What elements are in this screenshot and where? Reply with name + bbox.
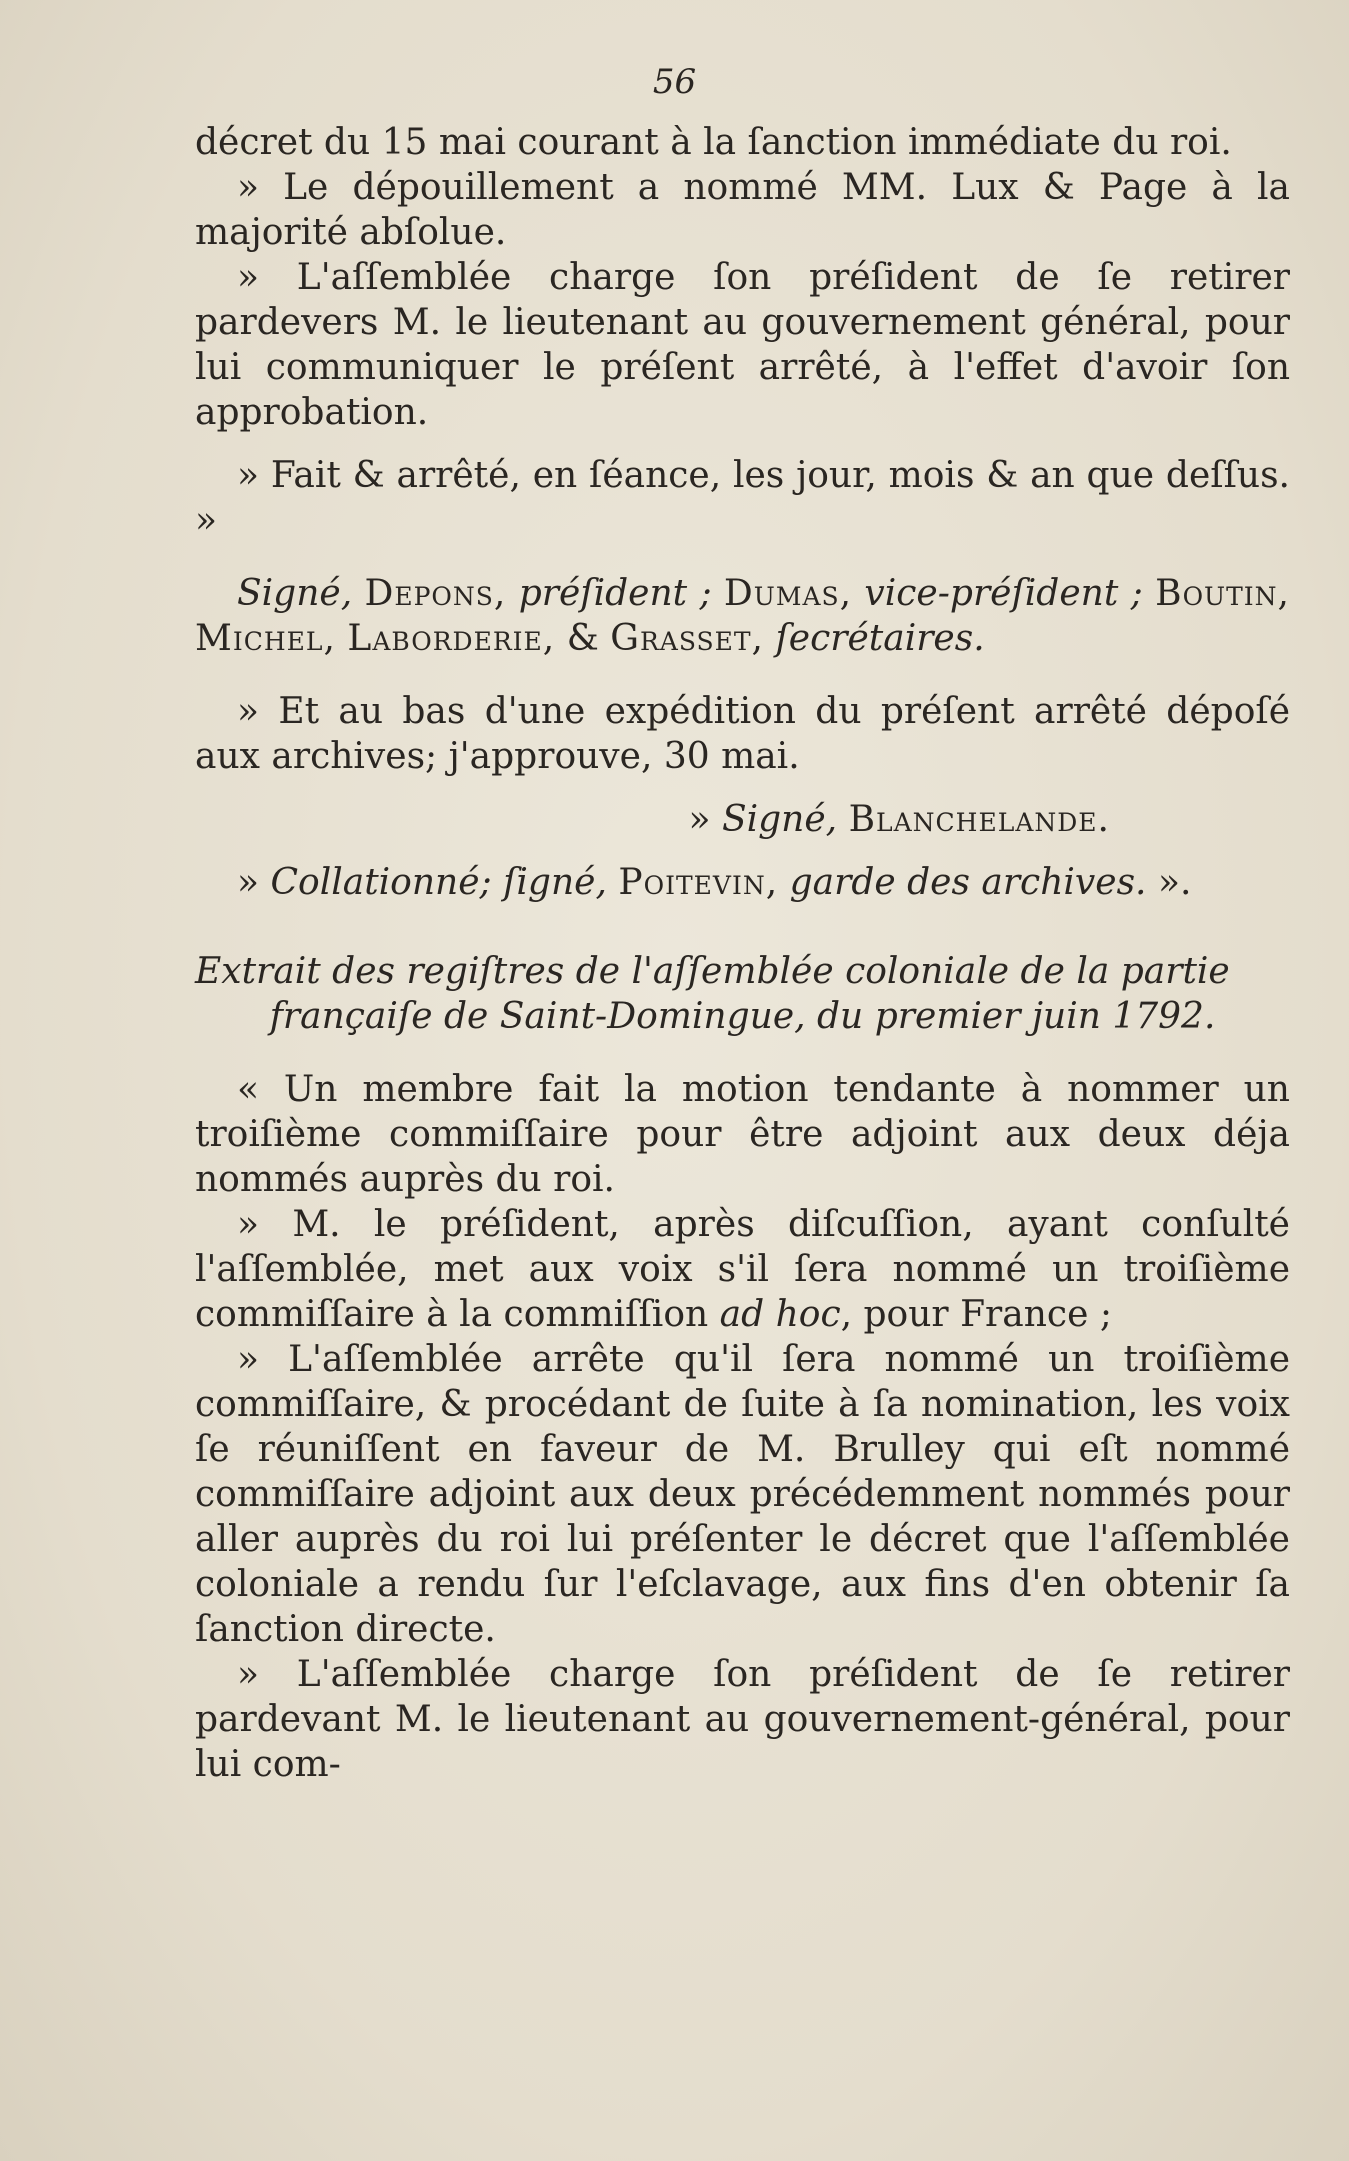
- collation-line: [195, 860, 1290, 905]
- signatory-blanchelande: Blanchelande.: [848, 799, 1110, 840]
- paragraph-vote: [195, 1202, 1290, 1337]
- signatory-boutin: Boutin,: [1155, 573, 1290, 614]
- page-text: [195, 120, 1290, 1787]
- ampersand: &: [566, 618, 599, 659]
- signatory-depons: Depons,: [364, 573, 507, 614]
- collation-label: Collationné; ſigné,: [270, 862, 607, 903]
- signatures: [195, 571, 1290, 661]
- signed-label: Signé,: [237, 573, 353, 614]
- page-number: 56: [652, 62, 697, 102]
- signatory-laborderie: Laborderie,: [347, 618, 556, 659]
- paragraph-approval: » Et au bas d'une expédition du préſent arrêté dépoſé aux archives; j'approuve, 30 mai.: [195, 691, 1290, 777]
- signed-label: Signé,: [721, 799, 838, 840]
- paragraph-done: » Fait & arrêté, en ſéance, les jour, mois & an que deſſus. »: [195, 455, 1290, 541]
- signatory-poitevin: Poitevin,: [618, 862, 779, 903]
- paragraph-election: » Le dépouillement a nommé MM. Lux & Page à la majorité abſolue.: [195, 167, 1290, 253]
- section-heading: [195, 949, 1290, 1039]
- signatory-dumas: Dumas,: [723, 573, 853, 614]
- paragraph-motion: « Un membre fait la motion tendante à nommer un troiſième commiſſaire pour être adjoint aux deux déja nommés auprès du roi.: [195, 1069, 1290, 1200]
- heading-line-1: Extrait des regiſtres de l'aſſemblée coloniale de la partie: [195, 951, 1230, 992]
- paragraph-charge: » L'aſſemblée charge ſon préſident de ſe retirer pardevers M. le lieutenant au gouvernement général, pour lui communiquer le préſent arrêté, à l'effet d'avoir ſon approbation.: [195, 257, 1290, 433]
- vote-text: » M. le préſident, après diſcuſſion, ayant conſulté l'aſſemblée, met aux voix s'il ſera nommé un troiſième commiſſaire à la commiſſion: [195, 1204, 1290, 1335]
- vote-text-end: , pour France ;: [840, 1294, 1112, 1335]
- quote-mark: ».: [1157, 862, 1192, 903]
- paragraph-decree-end: décret du 15 mai courant à la ſanction immédiate du roi.: [195, 122, 1232, 163]
- ad-hoc: ad hoc: [719, 1294, 841, 1335]
- quote-mark: »: [237, 862, 260, 903]
- paragraph-charge-2: » L'aſſemblée charge ſon préſident de ſe retirer pardevant M. le lieutenant au gouvernement-général, pour lui com-: [195, 1654, 1290, 1785]
- paragraph-nomination: » L'aſſemblée arrête qu'il ſera nommé un troiſième commiſſaire, & procédant de ſuite à ſa nomination, les voix ſe réuniſſent en faveur de M. Brulley qui eſt nommé commiſſaire adjoint aux deux précédemment nommés pour aller auprès du roi lui préſenter le décret que l'aſſemblée coloniale a rendu ſur l'eſclavage, aux fins d'en obtenir ſa ſanction directe.: [195, 1339, 1290, 1650]
- role-president: préſident ;: [518, 573, 712, 614]
- signature-blanchelande: [195, 797, 1290, 842]
- quote-mark: »: [688, 799, 711, 840]
- signatory-michel: Michel,: [195, 618, 336, 659]
- role-vice-president: vice-préſident ;: [864, 573, 1143, 614]
- signatory-grasset: Grasset,: [610, 618, 765, 659]
- heading-line-2: françaiſe de Saint-Domingue, du premier juin 1792.: [269, 996, 1216, 1037]
- role-archivist: garde des archives.: [789, 862, 1147, 903]
- role-secretaries: ſecrétaires.: [775, 618, 985, 659]
